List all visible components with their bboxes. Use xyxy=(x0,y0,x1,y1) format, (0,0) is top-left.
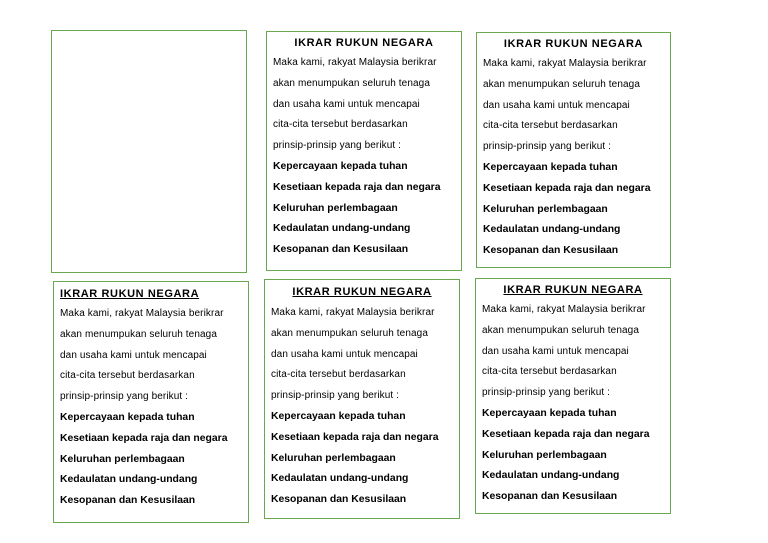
card-lines xyxy=(271,306,457,514)
principle-line: Kepercayaan kepada tuhan xyxy=(60,411,195,423)
principle-line: Kesetiaan kepada raja dan negara xyxy=(483,182,651,194)
card-lines xyxy=(273,56,459,264)
card-line: cita-cita tersebut berdasarkan xyxy=(60,370,195,382)
card-ikrar-bottom-left xyxy=(53,281,249,523)
card-line: prinsip-prinsip yang berikut : xyxy=(482,387,611,399)
card-empty xyxy=(51,30,247,273)
card-line: Maka kami, rakyat Malaysia berikrar xyxy=(482,304,646,315)
principle-line: Kesetiaan kepada raja dan negara xyxy=(273,181,441,193)
principle-line: Kesopanan dan Kesusilaan xyxy=(271,494,407,506)
principle-line: Kesopanan dan Kesusilaan xyxy=(482,491,618,503)
card-line: dan usaha kami untuk mencapai xyxy=(60,349,207,361)
card-line: Maka kami, rakyat Malaysia berikrar xyxy=(483,58,647,69)
card-lines xyxy=(60,307,246,515)
card-line: Maka kami, rakyat Malaysia berikrar xyxy=(271,307,435,318)
principle-line: Keluruhan perlembagaan xyxy=(483,203,608,215)
card-line: cita-cita tersebut berdasarkan xyxy=(273,119,408,131)
principle-line: Kesetiaan kepada raja dan negara xyxy=(482,428,650,440)
card-ikrar-top-right xyxy=(476,32,671,268)
principle-line: Kepercayaan kepada tuhan xyxy=(482,407,617,419)
card-title: IKRAR RUKUN NEGARA xyxy=(292,286,432,298)
card-line: prinsip-prinsip yang berikut : xyxy=(483,141,612,153)
card-title: IKRAR RUKUN NEGARA xyxy=(60,288,200,300)
card-title: IKRAR RUKUN NEGARA xyxy=(294,37,434,49)
principle-line: Kesetiaan kepada raja dan negara xyxy=(60,432,228,444)
card-line: prinsip-prinsip yang berikut : xyxy=(273,140,402,152)
principle-line: Kedaulatan undang-undang xyxy=(482,470,620,482)
card-line: dan usaha kami untuk mencapai xyxy=(482,345,629,357)
principle-line: Keluruhan perlembagaan xyxy=(482,449,607,461)
card-ikrar-top-middle xyxy=(266,31,462,271)
card-line: akan menumpukan seluruh tenaga xyxy=(60,328,217,340)
principle-line: Kesopanan dan Kesusilaan xyxy=(60,495,196,507)
card-line: dan usaha kami untuk mencapai xyxy=(271,348,418,360)
card-ikrar-bottom-middle xyxy=(264,279,460,519)
card-line: prinsip-prinsip yang berikut : xyxy=(60,391,189,403)
principle-line: Kedaulatan undang-undang xyxy=(60,474,198,486)
card-lines xyxy=(483,57,668,265)
principle-line: Keluruhan perlembagaan xyxy=(271,452,396,464)
card-line: cita-cita tersebut berdasarkan xyxy=(483,120,618,132)
principle-line: Keluruhan perlembagaan xyxy=(273,202,398,214)
card-ikrar-bottom-right xyxy=(475,278,671,514)
principle-line: Kedaulatan undang-undang xyxy=(271,473,409,485)
card-line: dan usaha kami untuk mencapai xyxy=(273,98,420,110)
card-title: IKRAR RUKUN NEGARA xyxy=(503,38,644,50)
card-line: dan usaha kami untuk mencapai xyxy=(483,99,630,111)
card-lines xyxy=(482,303,668,511)
card-line: cita-cita tersebut berdasarkan xyxy=(482,366,617,378)
card-line: prinsip-prinsip yang berikut : xyxy=(271,390,400,402)
principle-line: Kepercayaan kepada tuhan xyxy=(483,161,618,173)
principle-line: Kepercayaan kepada tuhan xyxy=(273,160,408,172)
principle-line: Kesopanan dan Kesusilaan xyxy=(483,245,619,257)
card-title: IKRAR RUKUN NEGARA xyxy=(503,284,643,296)
principle-line: Kepercayaan kepada tuhan xyxy=(271,410,406,422)
principle-line: Kedaulatan undang-undang xyxy=(273,223,411,235)
principle-line: Kedaulatan undang-undang xyxy=(483,224,621,236)
card-line: cita-cita tersebut berdasarkan xyxy=(271,369,406,381)
card-line: Maka kami, rakyat Malaysia berikrar xyxy=(60,308,224,319)
principle-line: Kesetiaan kepada raja dan negara xyxy=(271,431,439,443)
principle-line: Keluruhan perlembagaan xyxy=(60,453,185,465)
card-line: akan menumpukan seluruh tenaga xyxy=(482,324,639,336)
card-line: akan menumpukan seluruh tenaga xyxy=(271,327,428,339)
card-line: akan menumpukan seluruh tenaga xyxy=(273,77,430,89)
card-line: Maka kami, rakyat Malaysia berikrar xyxy=(273,57,437,68)
principle-line: Kesopanan dan Kesusilaan xyxy=(273,244,409,256)
card-line: akan menumpukan seluruh tenaga xyxy=(483,78,640,90)
